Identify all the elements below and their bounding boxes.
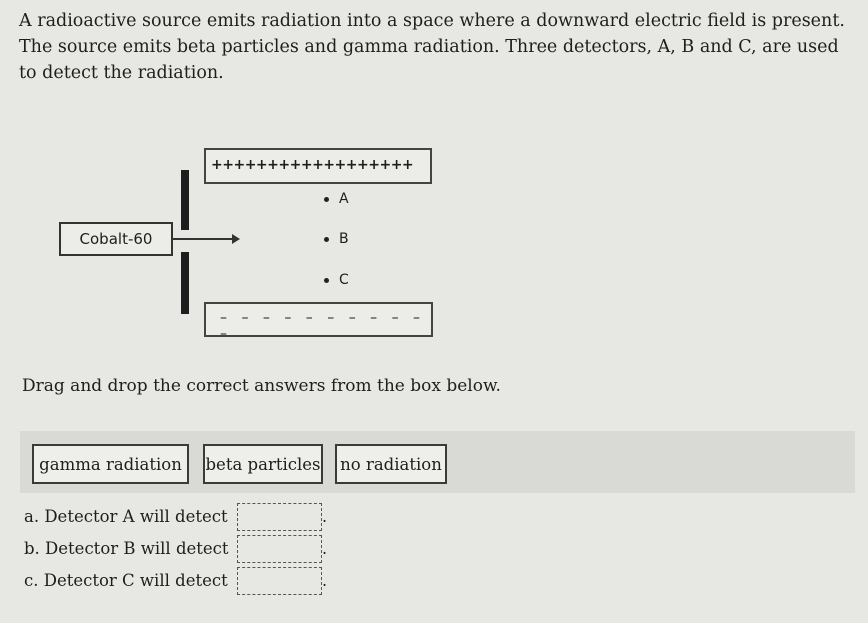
detector-dot-icon [324, 278, 329, 283]
drop-zone-b[interactable] [237, 535, 322, 563]
positive-plate [204, 148, 432, 184]
question-intro: A radioactive source emits radiation into a space where a downward electric field is present. The source emits beta particles and gamma radiation. Three detectors, A, B and C, are used to detect the radiation. [19, 11, 845, 83]
question-a-period: . [322, 507, 328, 526]
drop-zone-a[interactable] [237, 503, 322, 531]
drop-zone-c[interactable] [237, 567, 322, 595]
question-a: a. Detector A will detect [24, 507, 228, 526]
arrow-head-icon [232, 234, 240, 244]
answer-chip-beta-particles[interactable]: beta particles [203, 444, 323, 484]
instruction-text: Drag and drop the correct answers from the box below. [22, 376, 501, 396]
answer-bank [20, 431, 855, 493]
lower-shield-plate [181, 252, 189, 314]
radiation-beam-arrow [173, 238, 235, 240]
detector-a [324, 191, 349, 207]
answer-chip-gamma-radiation[interactable]: gamma radiation [32, 444, 189, 484]
question-b-period: . [322, 539, 328, 558]
negative-charges: – – – – – – – – – – – [220, 310, 426, 342]
detector-b-label: B [339, 231, 349, 247]
negative-plate [204, 302, 433, 342]
upper-shield-plate [181, 170, 189, 230]
detector-dot-icon [324, 197, 329, 202]
source-box [59, 222, 173, 256]
question-b: b. Detector B will detect [24, 539, 229, 558]
question-c: c. Detector C will detect [24, 571, 228, 590]
detector-a-label: A [339, 191, 349, 207]
detector-b [324, 231, 349, 247]
detector-c-label: C [339, 272, 349, 288]
source-label: Cobalt-60 [79, 230, 153, 248]
detector-c [324, 272, 349, 288]
detector-dot-icon [324, 237, 329, 242]
answer-chip-no-radiation[interactable]: no radiation [335, 444, 447, 484]
positive-charges: ++++++++++++++++++ [211, 157, 414, 173]
question-c-period: . [322, 571, 328, 590]
